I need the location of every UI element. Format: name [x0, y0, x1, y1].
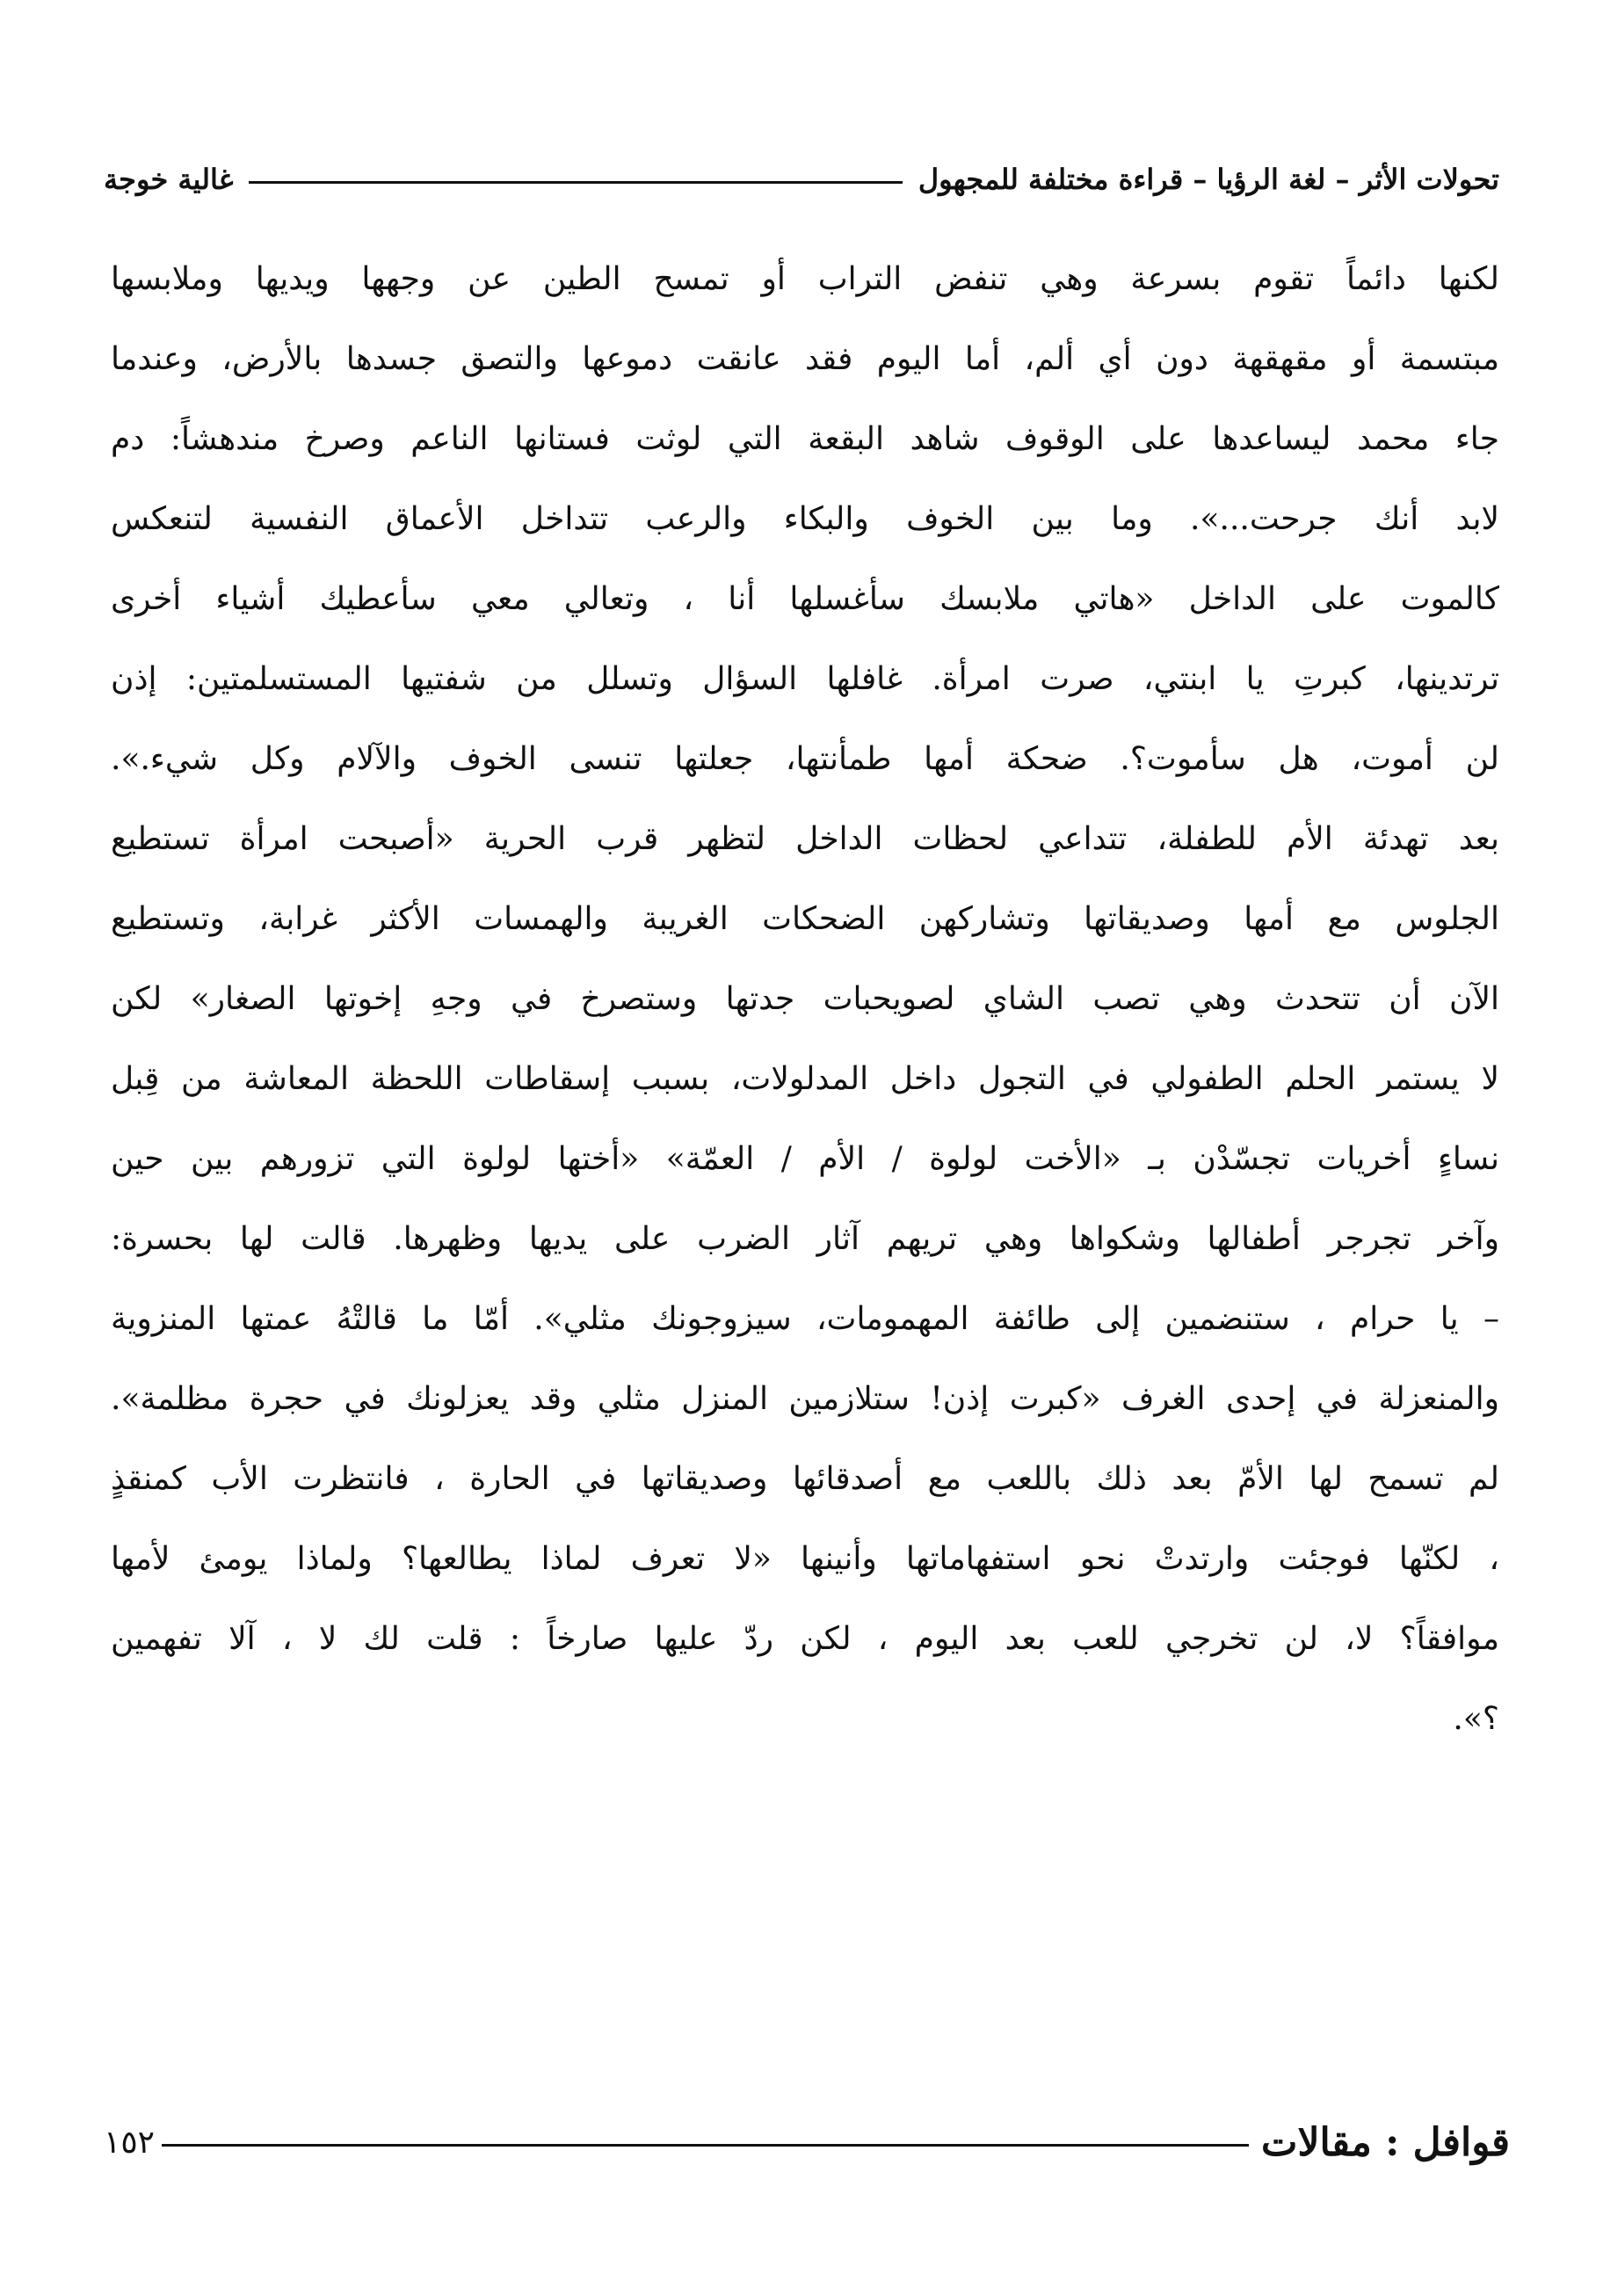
paragraph-line: لكنها دائماً تقوم بسرعة وهي تنفض التراب أو تمسح الطين عن وجهها ويديها وملابسها [111, 261, 1499, 297]
page-number: ١٥٢ [104, 2124, 156, 2161]
paragraph-line: لا يستمر الحلم الطفولي في التجول داخل المدلولات، بسبب إسقاطات اللحظة المعاشة من قِبل [111, 1061, 1499, 1097]
paragraph-line: لن أموت، هل سأموت؟. ضحكة أمها طمأنتها، جعلتها تنسى الخوف والآلام وكل شيء.». [111, 741, 1499, 777]
footer-label: قوافل : مقالات [1261, 2119, 1510, 2165]
running-header [104, 155, 1499, 204]
paragraph-line: والمنعزلة في إحدى الغرف «كبرت إذن! ستلازمين المنزل مثلي وقد يعزلونك في حجرة مظلمة». [111, 1381, 1499, 1417]
page-footer [104, 2114, 1510, 2170]
paragraph-line: ترتدينها، كبرتِ يا ابنتي، صرت امرأة. غافلها السؤال وتسلل من شفتيها المستسلمتين: إذن [111, 661, 1499, 697]
paragraph-line: وآخر تجرجر أطفالها وشكواها وهي تريهم آثار الضرب على يديها وظهرها. قالت لها بحسرة: [111, 1221, 1499, 1257]
paragraph-line: مبتسمة أو مقهقهة دون أي ألم، أما اليوم فقد عانقت دموعها والتصق جسدها بالأرض، وعندما [111, 341, 1499, 377]
paragraph-line: ؟». [1453, 1701, 1499, 1737]
header-author: غالية خوجة [104, 163, 234, 196]
body-text [111, 239, 1499, 1759]
paragraph-line: نساءٍ أخريات تجسّدْن بـ «الأخت لولوة / الأم / العمّة» «أختها لولوة التي تزورهم بين حين [111, 1141, 1499, 1177]
paragraph-line: الآن أن تتحدث وهي تصب الشاي لصويحبات جدتها وستصرخ في وجهِ إخوتها الصغار» لكن [111, 981, 1499, 1017]
paragraph-line: جاء محمد ليساعدها على الوقوف شاهد البقعة التي لوثت فستانها الناعم وصرخ مندهشاً: دم [111, 421, 1499, 457]
paragraph-line: الجلوس مع أمها وصديقاتها وتشاركهن الضحكات الغريبة والهمسات الأكثر غرابة، وتستطيع [111, 901, 1499, 937]
paragraph-line: لم تسمح لها الأمّ بعد ذلك باللعب مع أصدقائها وصديقاتها في الحارة ، فانتظرت الأب كمنقذٍ [111, 1461, 1499, 1497]
header-rule [249, 181, 902, 184]
paragraph-line: ، لكنّها فوجئت وارتدتْ نحو استفهاماتها وأنينها «لا تعرف لماذا يطالعها؟ ولماذا يومئ لأمها [111, 1541, 1499, 1577]
paragraph-line: بعد تهدئة الأم للطفلة، تتداعي لحظات الداخل لتظهر قرب الحرية «أصبحت امرأة تستطيع [111, 821, 1499, 857]
paragraph-line: لابد أنك جرحت...». وما بين الخوف والبكاء والرعب تتداخل الأعماق النفسية لتنعكس [111, 501, 1499, 537]
paragraph-line: كالموت على الداخل «هاتي ملابسك سأغسلها أنا ، وتعالي معي سأعطيك أشياء أخرى [111, 581, 1499, 617]
paragraph-line: موافقاً؟ لا، لن تخرجي للعب بعد اليوم ، لكن ردّ عليها صارخاً : قلت لك لا ، آلا تفهمين [111, 1621, 1499, 1657]
footer-rule [162, 2144, 1249, 2147]
header-title: تحولات الأثر – لغة الرؤيا – قراءة مختلفة للمجهول [918, 163, 1499, 196]
paragraph-line: – يا حرام ، ستنضمين إلى طائفة المهمومات، سيزوجونك مثلي». أمّا ما قالتْهُ عمتها المنزوية [111, 1301, 1499, 1337]
